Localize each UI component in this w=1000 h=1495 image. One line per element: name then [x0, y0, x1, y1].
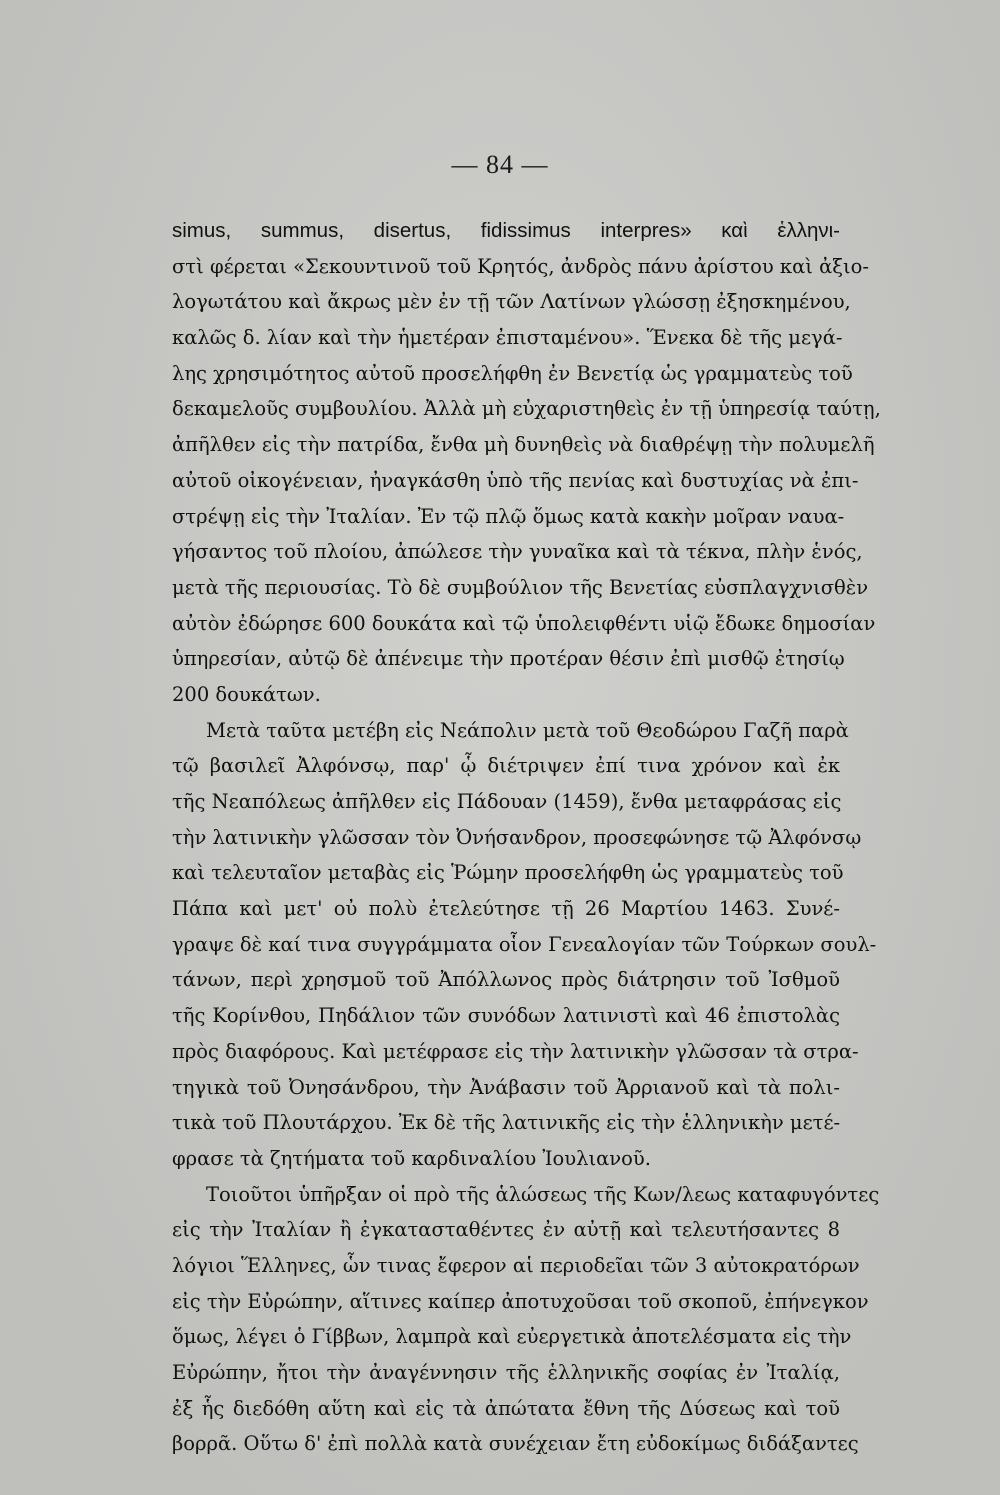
text-line: λης χρησιμότητος αὐτοῦ προσελήφθη ἐν Βενετίᾳ ὡς γραμματεὺς τοῦ: [172, 361, 853, 385]
text-line: Εὐρώπην, ἤτοι τὴν ἀναγέννησιν τῆς ἑλληνικῆς σοφίας ἐν Ἰταλίᾳ,: [172, 1361, 840, 1384]
text-line: καὶ τελευταῖον μεταβὰς εἰς Ῥώμην προσελήφθη ὡς γραμματεὺς τοῦ: [172, 861, 844, 885]
text-line: καλῶς δ. λίαν καὶ τὴν ἡμετέραν ἐπισταμένου». Ἕνεκα δὲ τῆς μεγά-: [172, 326, 843, 350]
text-line: δεκαμελοῦς συμβουλίου. Ἀλλὰ μὴ εὐχαριστηθεὶς ἐν τῇ ὑπηρεσίᾳ ταύτῃ,: [172, 397, 881, 421]
text-line: στρέψῃ εἰς τὴν Ἰταλίαν. Ἐν τῷ πλῷ ὅμως κατὰ κακὴν μοῖραν ναυα-: [172, 504, 845, 528]
text-line: λόγιοι Ἕλληνες, ὧν τινας ἔφερον αἱ περιοδεῖαι τῶν 3 αὐτοκρατόρων: [172, 1253, 860, 1277]
text-line: λογωτάτου καὶ ἄκρως μὲν ἐν τῇ τῶν Λατίνων γλώσσῃ ἐξησκημένου,: [172, 290, 851, 314]
text-line: τηγικὰ τοῦ Ὀνησάνδρου, τὴν Ἀνάβασιν τοῦ Ἀρριανοῦ καὶ τὰ πολι-: [172, 1075, 840, 1099]
page-number: — 84 —: [451, 150, 549, 179]
text-line: Τοιοῦτοι ὑπῆρξαν οἱ πρὸ τῆς ἁλώσεως τῆς Κων/λεως καταφυγόντες: [206, 1182, 880, 1206]
text-line: τῷ βασιλεῖ Ἀλφόνσῳ, παρ' ᾧ διέτριψεν ἐπί τινα χρόνον καὶ ἐκ: [172, 754, 840, 778]
text-line: ὅμως, λέγει ὁ Γίββων, λαμπρὰ καὶ εὐεργετικὰ ἀποτελέσματα εἰς τὴν: [172, 1325, 852, 1349]
text-line: φρασε τὰ ζητήματα τοῦ καρδιναλίου Ἰουλιανοῦ.: [172, 1146, 651, 1170]
text-line: γήσαντος τοῦ πλοίου, ἀπώλεσε τὴν γυναῖκα καὶ τὰ τέκνα, πλὴν ἑνός,: [172, 540, 863, 564]
text-line: τῆς Κορίνθου, Πηδάλιον τῶν συνόδων λατινιστὶ καὶ 46 ἐπιστολὰς: [172, 1004, 840, 1028]
text-line: τικὰ τοῦ Πλουτάρχου. Ἐκ δὲ τῆς λατινικῆς εἰς τὴν ἑλληνικὴν μετέ-: [172, 1111, 841, 1135]
text-line: Πάπα καὶ μετ' οὐ πολὺ ἐτελεύτησε τῇ 26 Μαρτίου 1463. Συνέ-: [172, 897, 840, 921]
text-line: βορρᾶ. Οὕτω δ' ἐπὶ πολλὰ κατὰ συνέχειαν ἔτη εὐδοκίμως διδάξαντες: [172, 1432, 859, 1456]
body-text: [172, 213, 881, 1462]
text-line: ἐξ ἧς διεδόθη αὕτη καὶ εἰς τὰ ἀπώτατα ἔθνη τῆς Δύσεως καὶ τοῦ: [172, 1396, 840, 1420]
text-line: μετὰ τῆς περιουσίας. Τὸ δὲ συμβούλιον τῆς Βενετίας εὐσπλαγχνισθὲν: [172, 575, 869, 599]
text-line: γραψε δὲ καί τινα συγγράμματα οἷον Γενεαλογίαν τῶν Τούρκων σουλ-: [172, 932, 877, 956]
text-line: αὐτὸν ἐδώρησε 600 δουκάτα καὶ τῷ ὑπολειφθέντι υἱῷ ἔδωκε δημοσίαν: [172, 611, 876, 635]
text-line: πρὸς διαφόρους. Καὶ μετέφρασε εἰς τὴν λατινικὴν γλῶσσαν τὰ στρα-: [172, 1039, 859, 1063]
text-line: ὑπηρεσίαν, αὐτῷ δὲ ἀπένειμε τὴν προτέραν θέσιν ἐπὶ μισθῷ ἐτησίῳ: [172, 647, 845, 671]
text-line: 200 δουκάτων.: [172, 682, 321, 706]
text-line: εἰς τὴν Ἰταλίαν ἢ ἐγκατασταθέντες ἐν αὐτῇ καὶ τελευτήσαντες 8: [172, 1218, 840, 1242]
text-line: ἀπῆλθεν εἰς τὴν πατρίδα, ἔνθα μὴ δυνηθεὶς νὰ διαθρέψῃ τὴν πολυμελῆ: [172, 433, 875, 457]
text-line: Μετὰ ταῦτα μετέβη εἰς Νεάπολιν μετὰ τοῦ Θεοδώρου Γαζῆ παρὰ: [206, 718, 849, 742]
text-line: simus, summus, disertus, fidissimus interpres» καὶ ἑλληνι-: [172, 219, 840, 242]
text-line: στὶ φέρεται «Σεκουντινοῦ τοῦ Κρητός, ἀνδρὸς πάνυ ἀρίστου καὶ ἀξιο-: [172, 254, 869, 278]
text-line: αὐτοῦ οἰκογένειαν, ἠναγκάσθη ὑπὸ τῆς πενίας καὶ δυστυχίας νὰ ἐπι-: [172, 468, 859, 492]
text-line: εἰς τὴν Εὐρώπην, αἵτινες καίπερ ἀποτυχοῦσαι τοῦ σκοποῦ, ἐπήνεγκον: [172, 1289, 869, 1313]
text-line: τῆς Νεαπόλεως ἀπῆλθεν εἰς Πάδουαν (1459), ἔνθα μεταφράσας εἰς: [172, 790, 842, 813]
text-line: τάνων, περὶ χρησμοῦ τοῦ Ἀπόλλωνος πρὸς διάτρησιν τοῦ Ἰσθμοῦ: [172, 968, 840, 992]
text-line: τὴν λατινικὴν γλῶσσαν τὸν Ὀνήσανδρον, προσεφώνησε τῷ Ἀλφόνσῳ: [172, 825, 862, 849]
